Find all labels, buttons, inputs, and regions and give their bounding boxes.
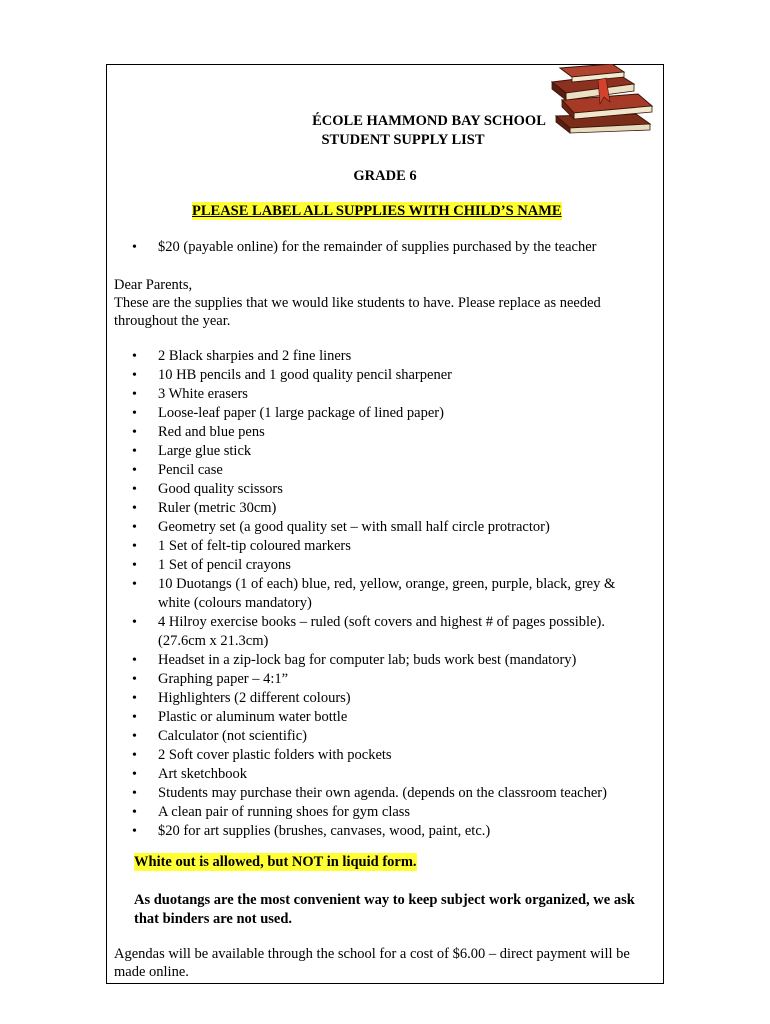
school-name: ÉCOLE HAMMOND BAY SCHOOL bbox=[312, 113, 546, 129]
grade-heading: GRADE 6 bbox=[353, 168, 417, 184]
list-item: • 10 Duotangs (1 of each) blue, red, yellow, orange, green, purple, black, grey & white (colours mandatory) bbox=[132, 575, 648, 613]
list-item: • Graphing paper – 4:1” bbox=[132, 670, 648, 689]
list-title: STUDENT SUPPLY LIST bbox=[321, 132, 485, 148]
list-item: • 2 Black sharpies and 2 fine liners bbox=[132, 347, 648, 366]
list-item: • 1 Set of pencil crayons bbox=[132, 556, 648, 575]
list-item: • Pencil case bbox=[132, 461, 648, 480]
list-item: • 1 Set of felt-tip coloured markers bbox=[132, 537, 648, 556]
list-item: • Red and blue pens bbox=[132, 423, 648, 442]
duotangs-note: As duotangs are the most convenient way to keep subject work organized, we ask that binders are not used. bbox=[134, 892, 635, 927]
fee-list bbox=[132, 238, 648, 257]
list-item: • Art sketchbook bbox=[132, 765, 648, 784]
list-item: • 10 HB pencils and 1 good quality pencil sharpener bbox=[132, 366, 648, 385]
list-item: • A clean pair of running shoes for gym class bbox=[132, 803, 648, 822]
list-item: • Loose-leaf paper (1 large package of lined paper) bbox=[132, 404, 648, 423]
label-notice: PLEASE LABEL ALL SUPPLIES WITH CHILD’S NAME bbox=[192, 203, 562, 219]
list-item: • $20 for art supplies (brushes, canvases, wood, paint, etc.) bbox=[132, 822, 648, 841]
whiteout-note: White out is allowed, but NOT in liquid form. bbox=[134, 854, 417, 870]
list-item: • Good quality scissors bbox=[132, 480, 648, 499]
list-item: • Students may purchase their own agenda. (depends on the classroom teacher) bbox=[132, 784, 648, 803]
list-item: • Geometry set (a good quality set – with small half circle protractor) bbox=[132, 518, 648, 537]
list-item: • Headset in a zip-lock bag for computer lab; buds work best (mandatory) bbox=[132, 651, 648, 670]
greeting: Dear Parents, bbox=[114, 277, 193, 293]
list-item: • Plastic or aluminum water bottle bbox=[132, 708, 648, 727]
agendas-note: Agendas will be available through the school for a cost of $6.00 – direct payment will be made online. bbox=[114, 946, 630, 980]
list-item: • Ruler (metric 30cm) bbox=[132, 499, 648, 518]
supply-list bbox=[132, 347, 648, 841]
list-item: • 3 White erasers bbox=[132, 385, 648, 404]
list-item: • Large glue stick bbox=[132, 442, 648, 461]
list-item: • 2 Soft cover plastic folders with pockets bbox=[132, 746, 648, 765]
list-item: • Highlighters (2 different colours) bbox=[132, 689, 648, 708]
list-item: • $20 (payable online) for the remainder of supplies purchased by the teacher bbox=[132, 238, 648, 257]
list-item: • Calculator (not scientific) bbox=[132, 727, 648, 746]
intro-paragraph: These are the supplies that we would like students to have. Please replace as needed throughout the year. bbox=[114, 295, 601, 329]
list-item: • 4 Hilroy exercise books – ruled (soft covers and highest # of pages possible). (27.6cm x 21.3cm) bbox=[132, 613, 648, 651]
